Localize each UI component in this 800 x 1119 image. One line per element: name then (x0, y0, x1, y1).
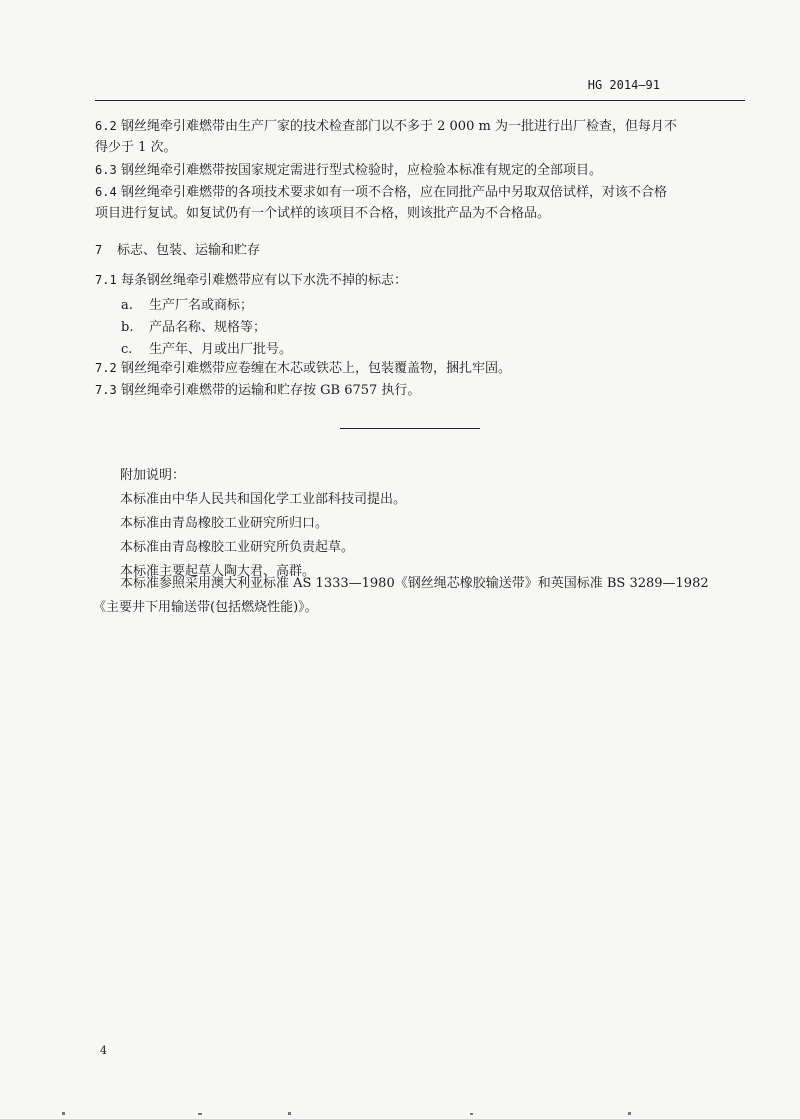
scan-speck (470, 1113, 473, 1115)
clause-number: 7.3 (95, 383, 117, 397)
clause-7-2 (95, 360, 511, 377)
clause-number: 7.1 (95, 273, 117, 287)
scan-speck (198, 1113, 202, 1115)
clause-text: 每条钢丝绳牵引难燃带应有以下水洗不掉的标志： (121, 273, 408, 288)
note-line-2: 本标准由青岛橡胶工业研究所归口。 (120, 516, 329, 531)
list-text: 产品名称、规格等； (149, 320, 267, 335)
list-marker: a. (121, 298, 133, 313)
scan-speck (62, 1112, 65, 1115)
list-item-a (121, 294, 253, 313)
notes-title: 附加说明： (120, 468, 186, 483)
doc-code-header: HG 2014—91 (587, 78, 660, 92)
clause-number: 6.2 (95, 119, 117, 133)
header-rule (95, 100, 745, 101)
note-line-5: 本标准参照采用澳大利亚标准 AS 1333—1980《钢丝绳芯橡胶输送带》和英国标准 BS 3289—1982 (120, 576, 709, 591)
clause-7-3 (95, 382, 420, 399)
clause-text: 钢丝绳牵引难燃带按国家规定需进行型式检验时，应检验本标准有规定的全部项目。 (121, 163, 603, 178)
clause-number: 6.3 (95, 163, 117, 177)
clause-text: 项目进行复试。如复试仍有一个试样的该项目不合格，则该批产品为不合格品。 (95, 206, 551, 221)
list-text: 生产厂名或商标； (149, 298, 254, 313)
note-continuation: 《主要井下用输送带(包括燃烧性能)》。 (93, 600, 318, 615)
clause-6-3 (95, 162, 602, 179)
clause-text: 钢丝绳牵引难燃带应卷缠在木芯或铁芯上，包装覆盖物，捆扎牢固。 (121, 361, 512, 376)
clause-7-1 (95, 272, 407, 289)
clause-number: 7.2 (95, 361, 117, 375)
note-line-3: 本标准由青岛橡胶工业研究所负责起草。 (120, 540, 355, 555)
list-text: 生产年、月或出厂批号。 (149, 342, 293, 357)
scan-speck (288, 1112, 291, 1115)
note-line-1: 本标准由中华人民共和国化学工业部科技司提出。 (120, 492, 407, 507)
clause-6-4-line-2 (95, 206, 550, 222)
list-item-c (121, 338, 292, 357)
clause-text: 钢丝绳牵引难燃带的各项技术要求如有一项不合格，应在同批产品中另取双倍试样，对该不合格 (121, 185, 668, 200)
note-line-4: 本标准主要起草人陶大君、高群。 (120, 564, 316, 579)
clause-6-2-line-1 (95, 118, 677, 135)
list-item-b (121, 316, 266, 335)
list-marker: c. (121, 342, 133, 357)
page-number: 4 (100, 1044, 107, 1057)
end-divider (340, 428, 480, 429)
section-number: 7 (95, 243, 103, 257)
list-marker: b. (121, 320, 134, 335)
section-title: 标志、包装、运输和贮存 (117, 243, 261, 258)
clause-text: 钢丝绳牵引难燃带的运输和贮存按 GB 6757 执行。 (121, 383, 421, 398)
clause-number: 6.4 (95, 185, 117, 199)
clause-text: 钢丝绳牵引难燃带由生产厂家的技术检查部门以不多于 2 000 m 为一批进行出厂检查，但每月不 (121, 119, 677, 134)
clause-6-2-line-2 (95, 140, 177, 156)
clause-6-4-line-1 (95, 184, 667, 201)
section-7-title (95, 239, 260, 258)
clause-text: 得少于 1 次。 (95, 140, 177, 155)
scan-speck (628, 1112, 631, 1115)
